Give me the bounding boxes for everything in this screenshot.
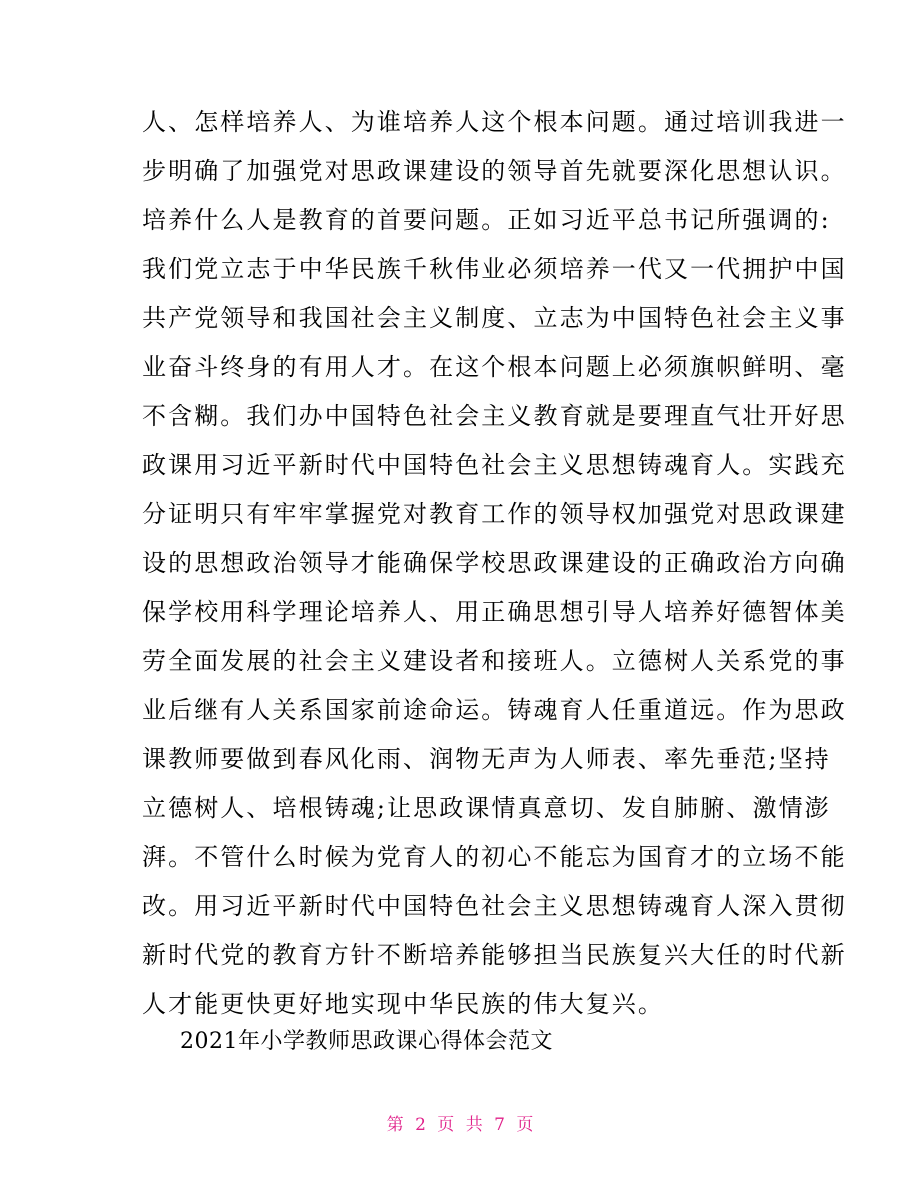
text-line: 保学校用科学理论培养人、用正确思想引导人培养好德智体美 [142, 598, 847, 626]
text-line: 课教师要做到春风化雨、润物无声为人师表、率先垂范;坚持 [142, 745, 831, 773]
text-line: 我们党立志于中华民族千秋伟业必须培养一代又一代拥护中国 [142, 255, 847, 283]
text-line: 分证明只有牢牢掌握党对教育工作的领导权加强党对思政课建 [142, 500, 847, 528]
text-line: 政课用习近平新时代中国特色社会主义思想铸魂育人。实践充 [142, 451, 847, 479]
footer-total-label: 共 [465, 1115, 483, 1135]
text-line: 立德树人、培根铸魂;让思政课情真意切、发自肺腑、激情澎 [142, 794, 831, 822]
text-line: 改。用习近平新时代中国特色社会主义思想铸魂育人深入贯彻 [142, 892, 847, 920]
text-line: 培养什么人是教育的首要问题。正如习近平总书记所强调的: [142, 206, 831, 234]
text-line: 步明确了加强党对思政课建设的领导首先就要深化思想认识。 [142, 157, 847, 185]
footer-suffix: 页 [516, 1115, 534, 1135]
text-line: 设的思想政治领导才能确保学校思政课建设的正确政治方向确 [142, 549, 847, 577]
total-pages-number: 7 [494, 1115, 505, 1135]
text-line: 不含糊。我们办中国特色社会主义教育就是要理直气壮开好思 [142, 402, 847, 430]
footer-prefix: 第 [386, 1115, 404, 1135]
text-line: 共产党领导和我国社会主义制度、立志为中国特色社会主义事 [142, 304, 847, 332]
current-page-number: 2 [415, 1115, 426, 1135]
text-line: 湃。不管什么时候为党育人的初心不能忘为国育才的立场不能 [142, 843, 847, 871]
text-line: 业奋斗终身的有用人才。在这个根本问题上必须旗帜鲜明、毫 [142, 353, 847, 381]
text-line: 人、怎样培养人、为谁培养人这个根本问题。通过培训我进一 [142, 108, 847, 136]
text-line: 劳全面发展的社会主义建设者和接班人。立德树人关系党的事 [142, 647, 847, 675]
text-line: 人才能更快更好地实现中华民族的伟大复兴。 [142, 990, 664, 1018]
page-number-footer [0, 1110, 920, 1140]
text-line: 业后继有人关系国家前途命运。铸魂育人任重道远。作为思政 [142, 696, 847, 724]
text-line: 新时代党的教育方针不断培养能够担当民族复兴大任的时代新 [142, 941, 847, 969]
body-text [142, 98, 847, 1029]
footer-page-unit: 页 [437, 1115, 455, 1135]
section-heading: 2021年小学教师思政课心得体会范文 [180, 1029, 553, 1054]
